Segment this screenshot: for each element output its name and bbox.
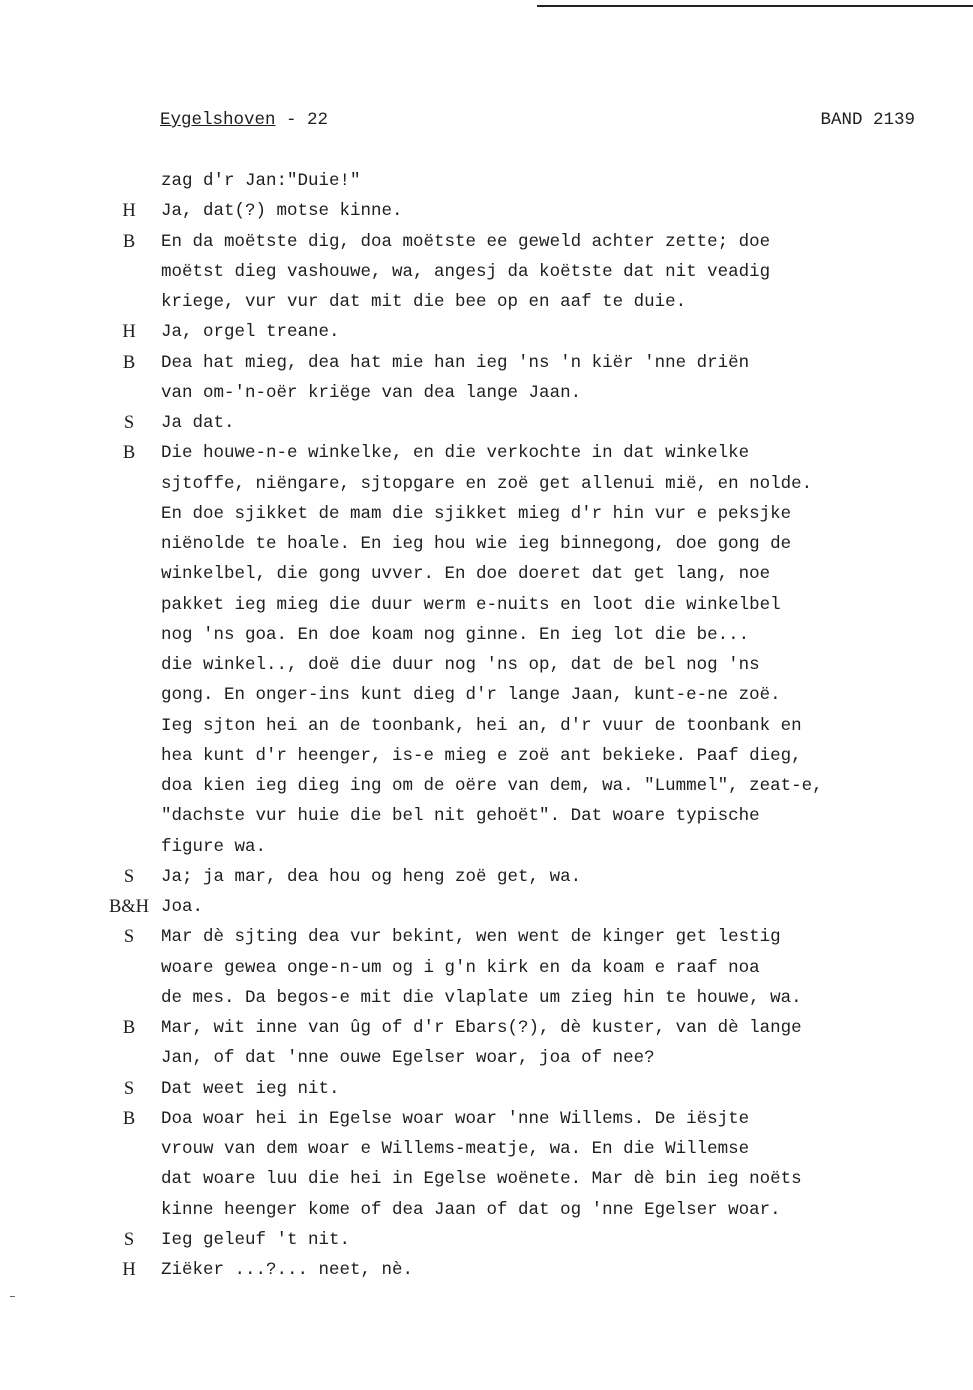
speaker-label: H <box>122 201 136 222</box>
speaker-label: B <box>122 352 136 373</box>
speaker-label: B <box>122 1108 136 1129</box>
line-text: gong. En onger-ins kunt dieg d'r lange Jaan, kunt-e-ne zoë. <box>161 685 781 706</box>
band-label: BAND 2139 <box>820 110 915 130</box>
speaker-label: B <box>122 1018 136 1038</box>
line-text: vrouw van dem woar e Willems-meatje, wa. En die Willemse <box>161 1139 750 1159</box>
page-header-left <box>160 108 328 132</box>
line-text: dat woare luu die hei in Egelse woënete. Mar dè bin ieg noëts <box>161 1169 802 1190</box>
line-text: van om-'n-oër kriëge van dea lange Jaan. <box>161 382 582 403</box>
line-text: zag d'r Jan:"Duie!" <box>161 171 361 191</box>
line-text: die winkel.., doë die duur nog 'ns op, dat de bel nog 'ns <box>161 655 760 675</box>
line-text: hea kunt d'r heenger, is-e mieg e zoë ant bekieke. Paaf dieg, <box>161 745 802 766</box>
line-text: woare gewea onge-n-um og i g'n kirk en da koam e raaf noa <box>161 957 760 978</box>
line-text: Ja; ja mar, dea hou og heng zoë get, wa. <box>161 866 582 887</box>
header-separator: - <box>275 110 308 130</box>
line-text: Dea hat mieg, dea hat mie han ieg 'ns 'n kiër 'nne driën <box>161 352 750 373</box>
line-text: Ja dat. <box>161 413 235 433</box>
line-text: moëtst dieg vashouwe, wa, angesj da koëtste dat nit veadig <box>161 261 771 282</box>
line-text: "dachste vur huie die bel nit gehoët". Dat woare typische <box>161 806 760 827</box>
line-text: Die houwe-n-e winkelke, en die verkochte in dat winkelke <box>161 443 750 464</box>
line-text: nog 'ns goa. En doe koam nog ginne. En ieg lot die be... <box>161 624 750 645</box>
speaker-label: S <box>123 413 135 433</box>
page-number: 22 <box>307 110 329 130</box>
line-text: Joa. <box>161 897 204 917</box>
speaker-label: B <box>122 231 136 252</box>
speaker-label: S <box>123 927 135 948</box>
speaker-label: B <box>122 443 136 464</box>
line-text: Ja, orgel treane. <box>161 322 340 343</box>
speaker-label: H <box>122 1260 136 1280</box>
line-text: Ja, dat(?) motse kinne. <box>161 201 403 222</box>
speaker-label: S <box>123 1229 135 1250</box>
line-text: sjtoffe, niëngare, sjtopgare en zoë get allenui mië, en nolde. <box>161 473 813 494</box>
line-text: Jan, of dat 'nne ouwe Egelser woar, joa of nee? <box>161 1048 655 1069</box>
line-text: winkelbel, die gong uvver. En doe doeret dat get lang, noe <box>161 564 771 585</box>
line-text: niënolde te hoale. En ieg hou wie ieg binnegong, doe gong de <box>161 534 792 554</box>
line-text: Ieg geleuf 't nit. <box>161 1229 351 1250</box>
speaker-label: B&H <box>108 897 150 917</box>
top-rule <box>537 5 973 7</box>
line-text: Mar, wit inne van ûg of d'r Ebars(?), dè kuster, van dè lange <box>161 1018 802 1038</box>
line-text: Ieg sjton hei an de toonbank, hei an, d'r vuur de toonbank en <box>161 715 802 736</box>
place-name: Eygelshoven <box>160 110 276 130</box>
line-text: pakket ieg mieg die duur werm e-nuits en loot die winkelbel <box>161 594 781 615</box>
line-text: Ziëker ...?... neet, nè. <box>161 1260 414 1280</box>
speaker-label: S <box>123 866 135 887</box>
line-text: doa kien ieg dieg ing om de oëre van dem, wa. "Lummel", zeat-e, <box>161 776 823 796</box>
line-text: Doa woar hei in Egelse woar woar 'nne Willems. De iësjte <box>161 1108 750 1129</box>
line-text: figure wa. <box>161 836 267 857</box>
speaker-label: S <box>123 1078 135 1099</box>
line-text: En da moëtste dig, doa moëtste ee geweld achter zette; doe <box>161 231 771 252</box>
line-text: Dat weet ieg nit. <box>161 1078 340 1099</box>
line-text: En doe sjikket de mam die sjikket mieg d'r hin vur e peksjke <box>161 503 792 524</box>
line-text: Mar dè sjting dea vur bekint, wen went de kinger get lestig <box>161 927 781 948</box>
line-text: kinne heenger kome of dea Jaan of dat og 'nne Egelser woar. <box>161 1199 781 1220</box>
speaker-label: H <box>122 322 136 343</box>
line-text: de mes. Da begos-e mit die vlaplate um zieg hin te houwe, wa. <box>161 987 802 1008</box>
line-text: kriege, vur vur dat mit die bee op en aaf te duie. <box>161 292 687 312</box>
margin-mark <box>10 1296 15 1297</box>
